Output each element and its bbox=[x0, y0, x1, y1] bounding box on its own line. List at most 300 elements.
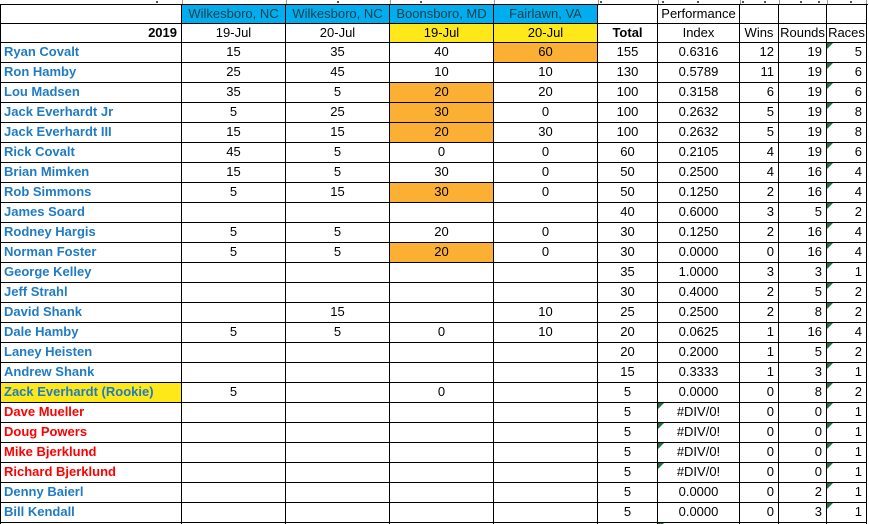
location-header-fairlawn[interactable]: Fairlawn, VA bbox=[494, 5, 598, 24]
error-indicator-icon bbox=[658, 403, 664, 409]
player-name-cell[interactable]: Doug Powers bbox=[1, 423, 182, 443]
total-cell[interactable]: 35 bbox=[598, 263, 658, 283]
wins-cell[interactable]: 0 bbox=[740, 503, 779, 523]
error-indicator-icon bbox=[658, 463, 664, 469]
event-score-cell[interactable] bbox=[494, 203, 598, 223]
wins-cell[interactable]: 0 bbox=[740, 423, 779, 443]
event-score-cell[interactable] bbox=[286, 423, 390, 443]
rounds-cell[interactable]: 3 bbox=[779, 263, 827, 283]
error-indicator-icon bbox=[827, 443, 833, 449]
event-score-cell[interactable] bbox=[494, 483, 598, 503]
event-score-cell[interactable] bbox=[286, 263, 390, 283]
races-cell[interactable]: 2 bbox=[827, 383, 867, 403]
event-score-cell[interactable] bbox=[390, 303, 494, 323]
wins-cell[interactable]: 6 bbox=[740, 83, 779, 103]
blank-header-cell[interactable] bbox=[827, 5, 867, 24]
wins-cell[interactable]: 0 bbox=[740, 443, 779, 463]
event-score-cell[interactable] bbox=[182, 463, 286, 483]
races-cell[interactable]: 1 bbox=[827, 483, 867, 503]
location-header-boonsboro[interactable]: Boonsboro, MD bbox=[390, 5, 494, 24]
total-cell[interactable]: 100 bbox=[598, 83, 658, 103]
player-name-cell[interactable]: Jack Everhardt Jr bbox=[1, 103, 182, 123]
event-score-cell[interactable] bbox=[182, 403, 286, 423]
index-cell[interactable]: 0.0000 bbox=[658, 243, 740, 263]
event-score-cell[interactable]: 10 bbox=[494, 63, 598, 83]
corner-blank-cell[interactable] bbox=[1, 5, 182, 24]
event-score-cell[interactable] bbox=[494, 263, 598, 283]
races-cell[interactable]: 1 bbox=[827, 423, 867, 443]
player-name-cell[interactable]: Ryan Covalt bbox=[1, 43, 182, 63]
total-cell[interactable]: 5 bbox=[598, 403, 658, 423]
event-score-cell[interactable]: 30 bbox=[390, 183, 494, 203]
index-cell[interactable]: 0.2500 bbox=[658, 303, 740, 323]
races-cell[interactable]: 1 bbox=[827, 363, 867, 383]
performance-header-cell[interactable]: Performance bbox=[658, 5, 740, 24]
player-name-cell[interactable]: Dale Hamby bbox=[1, 323, 182, 343]
error-indicator-icon bbox=[827, 243, 833, 249]
event-score-cell[interactable] bbox=[494, 403, 598, 423]
total-cell[interactable]: 5 bbox=[598, 443, 658, 463]
event-score-cell[interactable]: 60 bbox=[494, 43, 598, 63]
clipped-text-artifact bbox=[600, 1, 602, 3]
wins-header-cell[interactable]: Wins bbox=[740, 24, 779, 43]
event-score-cell[interactable] bbox=[494, 443, 598, 463]
clipped-text-artifact bbox=[818, 1, 820, 3]
date-header-cell[interactable]: 19-Jul bbox=[182, 24, 286, 43]
wins-cell[interactable]: 2 bbox=[740, 303, 779, 323]
index-cell[interactable]: 0.2632 bbox=[658, 103, 740, 123]
player-name-cell[interactable]: Zack Everhardt (Rookie) bbox=[1, 383, 182, 403]
rounds-cell[interactable]: 0 bbox=[779, 403, 827, 423]
error-indicator-icon bbox=[827, 203, 833, 209]
event-score-cell[interactable]: 0 bbox=[390, 383, 494, 403]
event-score-cell[interactable]: 0 bbox=[494, 243, 598, 263]
player-name-cell[interactable]: Norman Foster bbox=[1, 243, 182, 263]
races-header-cell[interactable]: Races bbox=[827, 24, 867, 43]
event-score-cell[interactable] bbox=[494, 343, 598, 363]
index-cell[interactable]: 0.2000 bbox=[658, 343, 740, 363]
player-name-cell[interactable]: Brian Mimken bbox=[1, 163, 182, 183]
player-name-cell[interactable]: Mike Bjerklund bbox=[1, 443, 182, 463]
index-cell[interactable]: 0.2500 bbox=[658, 163, 740, 183]
event-score-cell[interactable]: 20 bbox=[390, 123, 494, 143]
races-cell[interactable]: 8 bbox=[827, 103, 867, 123]
index-cell[interactable]: 0.0000 bbox=[658, 503, 740, 523]
races-cell[interactable]: 2 bbox=[827, 203, 867, 223]
races-cell[interactable]: 2 bbox=[827, 283, 867, 303]
event-score-cell[interactable]: 15 bbox=[286, 183, 390, 203]
rounds-cell[interactable]: 19 bbox=[779, 43, 827, 63]
event-score-cell[interactable] bbox=[494, 423, 598, 443]
total-cell[interactable]: 5 bbox=[598, 423, 658, 443]
event-score-cell[interactable] bbox=[390, 263, 494, 283]
rounds-cell[interactable]: 8 bbox=[779, 303, 827, 323]
index-cell[interactable]: 0.3158 bbox=[658, 83, 740, 103]
races-cell[interactable]: 2 bbox=[827, 343, 867, 363]
clipped-text-artifact bbox=[850, 1, 852, 3]
date-header-cell[interactable]: 19-Jul bbox=[390, 24, 494, 43]
event-score-cell[interactable]: 20 bbox=[390, 83, 494, 103]
error-indicator-icon bbox=[827, 303, 833, 309]
wins-cell[interactable]: 2 bbox=[740, 283, 779, 303]
index-cell[interactable]: 0.3333 bbox=[658, 363, 740, 383]
player-name-cell[interactable]: Rob Simmons bbox=[1, 183, 182, 203]
total-cell[interactable]: 5 bbox=[598, 463, 658, 483]
wins-cell[interactable]: 0 bbox=[740, 403, 779, 423]
event-score-cell[interactable]: 0 bbox=[494, 103, 598, 123]
event-score-cell[interactable] bbox=[494, 283, 598, 303]
clipped-text-artifact bbox=[742, 1, 744, 3]
results-table bbox=[0, 4, 868, 524]
event-score-cell[interactable] bbox=[286, 443, 390, 463]
races-cell[interactable]: 6 bbox=[827, 143, 867, 163]
index-cell[interactable]: 0.1250 bbox=[658, 183, 740, 203]
event-score-cell[interactable] bbox=[286, 283, 390, 303]
index-cell[interactable]: 0.0000 bbox=[658, 483, 740, 503]
index-cell[interactable]: 0.6000 bbox=[658, 203, 740, 223]
event-score-cell[interactable] bbox=[494, 463, 598, 483]
wins-cell[interactable]: 0 bbox=[740, 243, 779, 263]
wins-cell[interactable]: 2 bbox=[740, 223, 779, 243]
wins-cell[interactable]: 0 bbox=[740, 483, 779, 503]
player-name-cell[interactable]: Jack Everhardt III bbox=[1, 123, 182, 143]
event-score-cell[interactable]: 15 bbox=[182, 163, 286, 183]
player-name-cell[interactable]: Lou Madsen bbox=[1, 83, 182, 103]
total-cell[interactable]: 40 bbox=[598, 203, 658, 223]
index-cell[interactable]: #DIV/0! bbox=[658, 463, 740, 483]
event-score-cell[interactable] bbox=[390, 203, 494, 223]
races-cell[interactable]: 4 bbox=[827, 223, 867, 243]
event-score-cell[interactable]: 5 bbox=[286, 243, 390, 263]
wins-cell[interactable]: 4 bbox=[740, 163, 779, 183]
total-cell[interactable]: 5 bbox=[598, 383, 658, 403]
event-score-cell[interactable]: 45 bbox=[286, 63, 390, 83]
event-score-cell[interactable]: 0 bbox=[494, 163, 598, 183]
rounds-cell[interactable]: 0 bbox=[779, 443, 827, 463]
event-score-cell[interactable]: 5 bbox=[182, 103, 286, 123]
event-score-cell[interactable]: 15 bbox=[182, 123, 286, 143]
races-cell[interactable]: 4 bbox=[827, 323, 867, 343]
event-score-cell[interactable]: 0 bbox=[390, 323, 494, 343]
rounds-cell[interactable]: 16 bbox=[779, 183, 827, 203]
total-cell[interactable]: 15 bbox=[598, 363, 658, 383]
index-cell[interactable]: 0.0000 bbox=[658, 383, 740, 403]
clipped-text-artifact bbox=[764, 1, 766, 3]
error-indicator-icon bbox=[827, 323, 833, 329]
player-name-cell[interactable]: David Shank bbox=[1, 303, 182, 323]
races-cell[interactable]: 1 bbox=[827, 443, 867, 463]
races-cell[interactable]: 1 bbox=[827, 263, 867, 283]
total-cell[interactable]: 5 bbox=[598, 483, 658, 503]
player-name-cell[interactable]: Andrew Shank bbox=[1, 363, 182, 383]
wins-cell[interactable]: 11 bbox=[740, 63, 779, 83]
event-score-cell[interactable]: 25 bbox=[182, 63, 286, 83]
event-score-cell[interactable]: 45 bbox=[182, 143, 286, 163]
error-indicator-icon bbox=[827, 163, 833, 169]
event-score-cell[interactable]: 35 bbox=[182, 83, 286, 103]
event-score-cell[interactable] bbox=[390, 403, 494, 423]
clipped-text-artifact bbox=[156, 1, 158, 3]
player-name-cell[interactable]: Jeff Strahl bbox=[1, 283, 182, 303]
total-cell[interactable]: 100 bbox=[598, 103, 658, 123]
event-score-cell[interactable] bbox=[390, 463, 494, 483]
event-score-cell[interactable]: 30 bbox=[494, 123, 598, 143]
event-score-cell[interactable]: 30 bbox=[390, 163, 494, 183]
event-score-cell[interactable] bbox=[390, 443, 494, 463]
event-score-cell[interactable] bbox=[390, 423, 494, 443]
error-indicator-icon bbox=[827, 503, 833, 509]
location-header-wilkesboro-2[interactable]: Wilkesboro, NC bbox=[286, 5, 390, 24]
races-cell[interactable]: 4 bbox=[827, 183, 867, 203]
rounds-cell[interactable]: 5 bbox=[779, 203, 827, 223]
total-cell[interactable]: 155 bbox=[598, 43, 658, 63]
event-score-cell[interactable] bbox=[286, 503, 390, 523]
total-cell[interactable]: 130 bbox=[598, 63, 658, 83]
event-score-cell[interactable] bbox=[494, 363, 598, 383]
event-score-cell[interactable] bbox=[494, 383, 598, 403]
event-score-cell[interactable]: 0 bbox=[494, 143, 598, 163]
player-name-cell[interactable]: Laney Heisten bbox=[1, 343, 182, 363]
races-cell[interactable]: 1 bbox=[827, 403, 867, 423]
error-indicator-icon bbox=[827, 423, 833, 429]
player-name-cell[interactable]: Denny Baierl bbox=[1, 483, 182, 503]
event-score-cell[interactable] bbox=[182, 443, 286, 463]
date-header-cell[interactable]: 20-Jul bbox=[286, 24, 390, 43]
event-score-cell[interactable]: 20 bbox=[390, 223, 494, 243]
wins-cell[interactable]: 3 bbox=[740, 203, 779, 223]
event-score-cell[interactable] bbox=[182, 263, 286, 283]
event-score-cell[interactable] bbox=[494, 503, 598, 523]
blank-header-cell[interactable] bbox=[779, 5, 827, 24]
event-score-cell[interactable]: 5 bbox=[182, 243, 286, 263]
races-cell[interactable]: 4 bbox=[827, 243, 867, 263]
event-score-cell[interactable]: 30 bbox=[390, 103, 494, 123]
clipped-text-artifact bbox=[420, 1, 422, 3]
blank-header-cell[interactable] bbox=[740, 5, 779, 24]
event-score-cell[interactable]: 5 bbox=[286, 143, 390, 163]
player-name-cell[interactable]: James Soard bbox=[1, 203, 182, 223]
races-cell[interactable]: 1 bbox=[827, 463, 867, 483]
wins-cell[interactable]: 12 bbox=[740, 43, 779, 63]
event-score-cell[interactable] bbox=[286, 383, 390, 403]
races-cell[interactable]: 2 bbox=[827, 303, 867, 323]
error-indicator-icon bbox=[827, 463, 833, 469]
error-indicator-icon bbox=[827, 343, 833, 349]
event-score-cell[interactable] bbox=[182, 483, 286, 503]
races-cell[interactable]: 5 bbox=[827, 43, 867, 63]
races-cell[interactable]: 8 bbox=[827, 123, 867, 143]
clipped-text-artifact bbox=[337, 1, 339, 3]
event-score-cell[interactable]: 10 bbox=[494, 323, 598, 343]
event-score-cell[interactable]: 40 bbox=[390, 43, 494, 63]
event-score-cell[interactable]: 5 bbox=[182, 383, 286, 403]
rounds-cell[interactable]: 2 bbox=[779, 483, 827, 503]
error-indicator-icon bbox=[827, 63, 833, 69]
rounds-header-cell[interactable]: Rounds bbox=[779, 24, 827, 43]
event-score-cell[interactable]: 5 bbox=[182, 323, 286, 343]
clipped-text-artifact bbox=[800, 1, 802, 3]
index-cell[interactable]: #DIV/0! bbox=[658, 443, 740, 463]
event-score-cell[interactable] bbox=[390, 363, 494, 383]
index-cell[interactable]: #DIV/0! bbox=[658, 423, 740, 443]
rounds-cell[interactable]: 3 bbox=[779, 363, 827, 383]
error-indicator-icon bbox=[658, 443, 664, 449]
error-indicator-icon bbox=[827, 483, 833, 489]
races-cell[interactable]: 6 bbox=[827, 63, 867, 83]
races-cell[interactable]: 4 bbox=[827, 163, 867, 183]
event-score-cell[interactable] bbox=[182, 203, 286, 223]
rounds-cell[interactable]: 0 bbox=[779, 463, 827, 483]
error-indicator-icon bbox=[658, 423, 664, 429]
event-score-cell[interactable]: 15 bbox=[182, 43, 286, 63]
rounds-cell[interactable]: 16 bbox=[779, 243, 827, 263]
player-name-cell[interactable]: Ron Hamby bbox=[1, 63, 182, 83]
event-score-cell[interactable] bbox=[390, 483, 494, 503]
rounds-cell[interactable]: 5 bbox=[779, 283, 827, 303]
event-score-cell[interactable] bbox=[390, 343, 494, 363]
error-indicator-icon bbox=[827, 183, 833, 189]
index-cell[interactable]: 0.2632 bbox=[658, 123, 740, 143]
index-cell[interactable]: 1.0000 bbox=[658, 263, 740, 283]
rounds-cell[interactable]: 16 bbox=[779, 323, 827, 343]
rounds-cell[interactable]: 19 bbox=[779, 123, 827, 143]
event-score-cell[interactable] bbox=[286, 343, 390, 363]
blank-header-cell[interactable] bbox=[598, 5, 658, 24]
event-score-cell[interactable] bbox=[182, 503, 286, 523]
event-score-cell[interactable]: 0 bbox=[494, 223, 598, 243]
index-cell[interactable]: 0.1250 bbox=[658, 223, 740, 243]
player-name-cell[interactable]: George Kelley bbox=[1, 263, 182, 283]
event-score-cell[interactable] bbox=[286, 463, 390, 483]
wins-cell[interactable]: 4 bbox=[740, 143, 779, 163]
event-score-cell[interactable] bbox=[286, 203, 390, 223]
total-cell[interactable]: 5 bbox=[598, 503, 658, 523]
event-score-cell[interactable] bbox=[182, 283, 286, 303]
event-score-cell[interactable]: 0 bbox=[390, 143, 494, 163]
rounds-cell[interactable]: 3 bbox=[779, 503, 827, 523]
event-score-cell[interactable]: 5 bbox=[286, 223, 390, 243]
event-score-cell[interactable] bbox=[286, 483, 390, 503]
total-cell[interactable]: 60 bbox=[598, 143, 658, 163]
player-name-cell[interactable]: Dave Mueller bbox=[1, 403, 182, 423]
clipped-text-artifact bbox=[697, 1, 699, 3]
index-cell[interactable]: #DIV/0! bbox=[658, 403, 740, 423]
total-cell[interactable]: 25 bbox=[598, 303, 658, 323]
event-score-cell[interactable]: 25 bbox=[286, 103, 390, 123]
date-header-cell[interactable]: 20-Jul bbox=[494, 24, 598, 43]
clipped-text-artifact bbox=[662, 1, 664, 3]
wins-cell[interactable]: 0 bbox=[740, 463, 779, 483]
error-indicator-icon bbox=[827, 43, 833, 49]
total-cell[interactable]: 20 bbox=[598, 343, 658, 363]
races-cell[interactable]: 1 bbox=[827, 503, 867, 523]
event-score-cell[interactable]: 20 bbox=[494, 83, 598, 103]
event-score-cell[interactable] bbox=[286, 363, 390, 383]
rounds-cell[interactable]: 19 bbox=[779, 103, 827, 123]
wins-cell[interactable]: 3 bbox=[740, 263, 779, 283]
player-name-cell[interactable]: Rodney Hargis bbox=[1, 223, 182, 243]
wins-cell[interactable]: 1 bbox=[740, 323, 779, 343]
error-indicator-icon bbox=[827, 103, 833, 109]
index-cell[interactable]: 0.4000 bbox=[658, 283, 740, 303]
wins-cell[interactable]: 5 bbox=[740, 103, 779, 123]
event-score-cell[interactable]: 15 bbox=[286, 123, 390, 143]
races-cell[interactable]: 6 bbox=[827, 83, 867, 103]
total-cell[interactable]: 50 bbox=[598, 183, 658, 203]
event-score-cell[interactable] bbox=[182, 343, 286, 363]
total-cell[interactable]: 100 bbox=[598, 123, 658, 143]
index-cell[interactable]: 0.0625 bbox=[658, 323, 740, 343]
wins-cell[interactable]: 1 bbox=[740, 343, 779, 363]
location-header-wilkesboro-1[interactable]: Wilkesboro, NC bbox=[182, 5, 286, 24]
event-score-cell[interactable] bbox=[286, 403, 390, 423]
rounds-cell[interactable]: 16 bbox=[779, 163, 827, 183]
total-header-cell[interactable]: Total bbox=[598, 24, 658, 43]
index-cell[interactable]: 0.6316 bbox=[658, 43, 740, 63]
error-indicator-icon bbox=[827, 123, 833, 129]
wins-cell[interactable]: 1 bbox=[740, 363, 779, 383]
index-header-cell[interactable]: Index bbox=[658, 24, 740, 43]
error-indicator-icon bbox=[827, 383, 833, 389]
event-score-cell[interactable] bbox=[390, 283, 494, 303]
rounds-cell[interactable]: 19 bbox=[779, 143, 827, 163]
error-indicator-icon bbox=[827, 403, 833, 409]
event-score-cell[interactable] bbox=[182, 423, 286, 443]
wins-cell[interactable]: 2 bbox=[740, 183, 779, 203]
event-score-cell[interactable] bbox=[390, 503, 494, 523]
total-cell[interactable]: 50 bbox=[598, 163, 658, 183]
rounds-cell[interactable]: 19 bbox=[779, 63, 827, 83]
event-score-cell[interactable]: 5 bbox=[182, 223, 286, 243]
event-score-cell[interactable]: 5 bbox=[182, 183, 286, 203]
event-score-cell[interactable]: 5 bbox=[286, 83, 390, 103]
total-cell[interactable]: 30 bbox=[598, 283, 658, 303]
index-cell[interactable]: 0.5789 bbox=[658, 63, 740, 83]
index-cell[interactable]: 0.2105 bbox=[658, 143, 740, 163]
event-score-cell[interactable]: 5 bbox=[286, 163, 390, 183]
error-indicator-icon bbox=[827, 223, 833, 229]
rounds-cell[interactable]: 16 bbox=[779, 223, 827, 243]
total-cell[interactable]: 20 bbox=[598, 323, 658, 343]
total-cell[interactable]: 30 bbox=[598, 223, 658, 243]
error-indicator-icon bbox=[827, 143, 833, 149]
error-indicator-icon bbox=[827, 83, 833, 89]
year-cell[interactable]: 2019 bbox=[1, 24, 182, 43]
event-score-cell[interactable] bbox=[182, 363, 286, 383]
total-cell[interactable]: 30 bbox=[598, 243, 658, 263]
wins-cell[interactable]: 5 bbox=[740, 123, 779, 143]
player-name-cell[interactable]: Bill Kendall bbox=[1, 503, 182, 523]
rounds-cell[interactable]: 5 bbox=[779, 343, 827, 363]
event-score-cell[interactable]: 5 bbox=[286, 323, 390, 343]
event-score-cell[interactable]: 10 bbox=[494, 303, 598, 323]
error-indicator-icon bbox=[827, 363, 833, 369]
rounds-cell[interactable]: 19 bbox=[779, 83, 827, 103]
rounds-cell[interactable]: 0 bbox=[779, 423, 827, 443]
event-score-cell[interactable]: 20 bbox=[390, 243, 494, 263]
rounds-cell[interactable]: 8 bbox=[779, 383, 827, 403]
wins-cell[interactable]: 0 bbox=[740, 383, 779, 403]
player-name-cell[interactable]: Richard Bjerklund bbox=[1, 463, 182, 483]
event-score-cell[interactable]: 0 bbox=[494, 183, 598, 203]
error-indicator-icon bbox=[827, 263, 833, 269]
event-score-cell[interactable]: 10 bbox=[390, 63, 494, 83]
player-name-cell[interactable]: Rick Covalt bbox=[1, 143, 182, 163]
event-score-cell[interactable]: 35 bbox=[286, 43, 390, 63]
event-score-cell[interactable]: 15 bbox=[286, 303, 390, 323]
event-score-cell[interactable] bbox=[182, 303, 286, 323]
error-indicator-icon bbox=[827, 283, 833, 289]
